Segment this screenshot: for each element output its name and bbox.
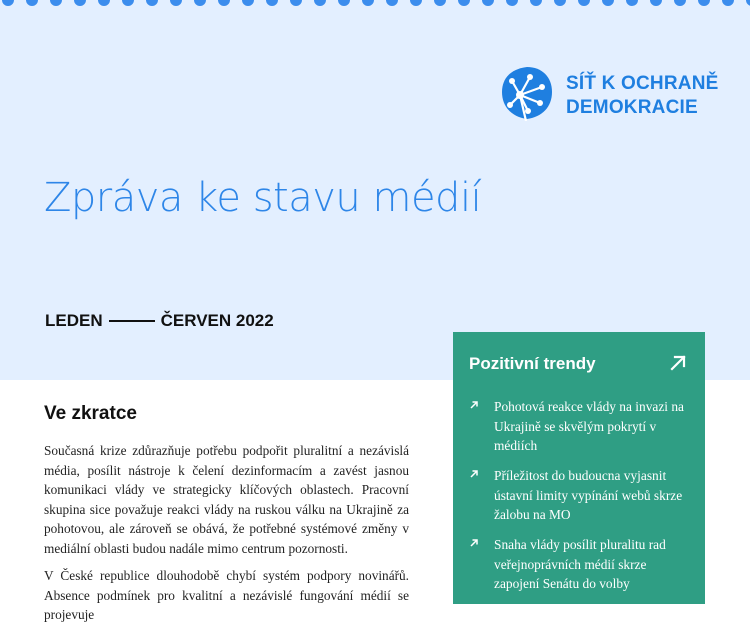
decorative-dot [338, 0, 350, 6]
logo-line-1: SÍŤ K OCHRANĚ [566, 73, 719, 94]
decorative-dot [506, 0, 518, 6]
trend-item [469, 397, 695, 456]
decorative-dot [26, 0, 38, 6]
decorative-dot [746, 0, 750, 6]
decorative-dot [98, 0, 110, 6]
decorative-dot [530, 0, 542, 6]
trend-item [469, 466, 695, 525]
trend-text: Příležitost do budoucna vyjasnit ústavní limity vypínání webů skrze žalobu na MO [494, 468, 683, 522]
decorative-dot [626, 0, 638, 6]
decorative-dot [722, 0, 734, 6]
decorative-dot [218, 0, 230, 6]
decorative-dot [50, 0, 62, 6]
decorative-dot [698, 0, 710, 6]
arrow-up-right-icon [469, 400, 479, 410]
decorative-dot [170, 0, 182, 6]
decorative-dot [578, 0, 590, 6]
positive-trends-panel [453, 332, 705, 604]
decorative-dot [434, 0, 446, 6]
period-dash [109, 320, 155, 322]
trend-item [469, 535, 695, 594]
decorative-dot [290, 0, 302, 6]
decorative-dot [74, 0, 86, 6]
decorative-dot [674, 0, 686, 6]
decorative-dot [482, 0, 494, 6]
trend-text: Snaha vlády posílit pluralitu rad veřejnoprávních médií skrze zapojení Senátu do volby [494, 537, 666, 591]
decorative-dot [410, 0, 422, 6]
decorative-dot [122, 0, 134, 6]
decorative-dot [458, 0, 470, 6]
panel-title: Pozitivní trendy [469, 354, 596, 373]
report-period [45, 311, 274, 331]
arrow-up-right-icon [469, 538, 479, 548]
decorative-dot [242, 0, 254, 6]
decorative-dot [194, 0, 206, 6]
decorative-dot [2, 0, 14, 6]
arrow-up-right-icon [469, 469, 479, 479]
period-start: LEDEN [45, 311, 103, 330]
decorative-dot [554, 0, 566, 6]
decorative-dot [386, 0, 398, 6]
logo-line-2: DEMOKRACIE [566, 97, 698, 118]
decorative-dots [0, 0, 750, 10]
decorative-dot [650, 0, 662, 6]
decorative-dot [314, 0, 326, 6]
summary-paragraph: V České republice dlouhodobě chybí systém podpory novinářů. Absence podmínek pro kvalitní a nezávislé fungování médií se projevuje [44, 568, 409, 622]
summary-heading: Ve zkratce [44, 403, 137, 424]
network-leaf-icon [500, 65, 554, 121]
summary-paragraph: Současná krize zdůrazňuje potřebu podpořit pluralitní a nezávislá média, posílit nástroje k čelení dezinformacím a zavést jasnou komunikaci vlády ve strategicky klíčových oblastech. Pracovní skupina sice považuje reakci vlády na ruskou válku na Ukrajině za pohotovou, ale zároveň se obává, že potřebné systémové změny v mediální oblasti budou nadále mimo centrum pozornosti. [44, 443, 409, 556]
logo-wordmark [566, 72, 719, 120]
period-end: ČERVEN 2022 [160, 311, 274, 330]
decorative-dot [602, 0, 614, 6]
arrow-up-right-icon [669, 354, 687, 372]
decorative-dot [266, 0, 278, 6]
decorative-dot [146, 0, 158, 6]
decorative-dot [362, 0, 374, 6]
page-title: Zpráva ke stavu médií [44, 175, 482, 221]
trend-text: Pohotová reakce vlády na invazi na Ukrajině se skvělým pokrytí v médiích [494, 399, 684, 453]
